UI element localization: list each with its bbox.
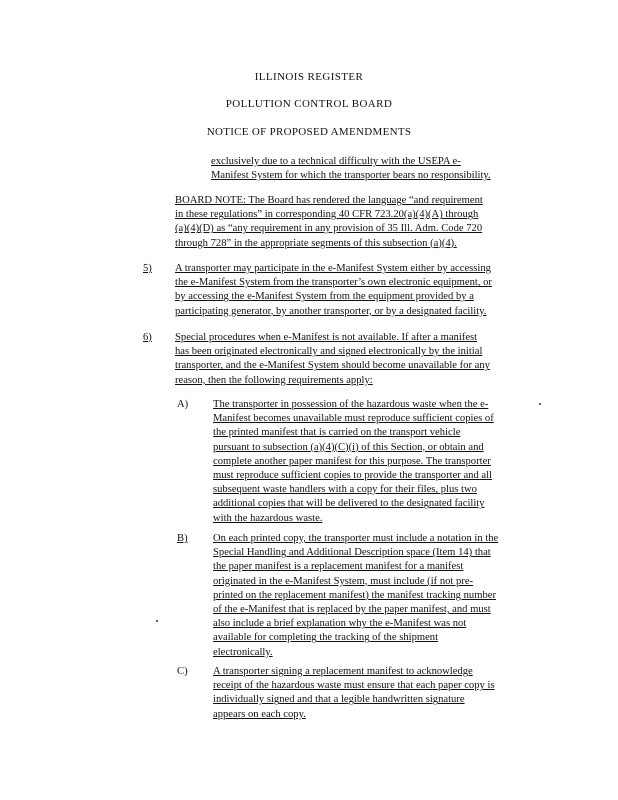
item-number-6: 6) — [143, 332, 152, 343]
margin-speck — [539, 403, 541, 405]
text-line: individually signed and that a legible handwritten signature — [213, 694, 465, 706]
text-line: must reproduce sufficient copies to provide the transporter and all — [213, 470, 492, 482]
text-line: The transporter in possession of the hazardous waste when the e- — [213, 399, 489, 410]
text-line: reason, then the following requirements apply: — [175, 374, 373, 386]
text-line: has been originated electronically and signed electronically by the initial — [175, 346, 483, 358]
text-line: BOARD NOTE: The Board has rendered the language “and requirement — [175, 195, 483, 206]
text-line: the paper manifest is a replacement manifest for a manifest — [213, 561, 464, 573]
register-title: ILLINOIS REGISTER — [0, 71, 618, 83]
text-line: (a)(4)(D) as “any requirement in any provision of 35 Ill. Adm. Code 720 — [175, 223, 483, 235]
text-line: receipt of the hazardous waste must ensure that each paper copy is — [213, 680, 495, 692]
text-line: participating generator, by another transporter, or by a designated facility. — [175, 305, 487, 317]
continuation-paragraph — [211, 155, 531, 183]
text-line: through 728” in the appropriate segments of this subsection (a)(4). — [175, 237, 457, 249]
item-letter-c: C) — [177, 666, 188, 677]
paragraph-b — [213, 532, 537, 660]
text-line: Special procedures when e-Manifest is not available. If after a manifest — [175, 332, 478, 343]
text-line: Manifest becomes unavailable must reproduce sufficient copies of — [213, 413, 494, 425]
text-line: originated in the e-Manifest System, must include (if not pre- — [213, 575, 474, 587]
text-line: transporter, and the e-Manifest System should become unavailable for any — [175, 360, 490, 372]
text-line: with the hazardous waste. — [213, 512, 323, 524]
text-line: additional copies that will be delivered to the designated facility — [213, 498, 485, 510]
paragraph-a — [213, 398, 537, 526]
text-line: electronically. — [213, 646, 273, 658]
text-line: in these regulations” in corresponding 40 CFR 723.20(a)(4)(A) through — [175, 209, 479, 221]
text-line: A transporter signing a replacement manifest to acknowledge — [213, 666, 473, 677]
paragraph-c — [213, 665, 537, 722]
notice-title: NOTICE OF PROPOSED AMENDMENTS — [206, 126, 412, 138]
text-line: Special Handling and Additional Description space (Item 14) that — [213, 547, 491, 559]
margin-speck — [156, 620, 158, 622]
text-line: available for completing the tracking of the shipment — [213, 632, 439, 644]
text-line: appears on each copy. — [213, 708, 306, 720]
text-line: subsequent waste handlers with a copy for their files, plus two — [213, 484, 477, 496]
text-line: of the e-Manifest that is replaced by the paper manifest, and must — [213, 604, 491, 616]
text-line: the printed manifest that is carried on the transport vehicle — [213, 427, 461, 439]
text-line: exclusively due to a technical difficulty with the USEPA e- — [211, 156, 461, 167]
text-line: pursuant to subsection (a)(4)(C)(i) of this Section, or obtain and — [213, 441, 484, 453]
text-line: printed on the replacement manifest) the manifest tracking number — [213, 589, 496, 601]
text-line: complete another paper manifest for this purpose. The transporter — [213, 455, 491, 467]
board-note — [175, 194, 532, 251]
text-line: by accessing the e-Manifest System from the equipment provided by a — [175, 291, 474, 303]
paragraph-6 — [175, 331, 532, 388]
board-name: POLLUTION CONTROL BOARD — [225, 98, 393, 110]
text-line: also include a brief explanation why the e-Manifest was not — [213, 618, 467, 630]
text-line: the e-Manifest System from the transporter’s own electronic equipment, or — [175, 277, 492, 289]
text-line: Manifest System for which the transporter bears no responsibility. — [211, 170, 491, 182]
item-letter-a: A) — [177, 399, 189, 410]
item-letter-b: B) — [177, 533, 188, 544]
paragraph-5 — [175, 262, 532, 319]
item-number-5: 5) — [143, 263, 152, 274]
text-line: A transporter may participate in the e-Manifest System either by accessing — [175, 263, 491, 274]
text-line: On each printed copy, the transporter must include a notation in the — [213, 533, 499, 544]
